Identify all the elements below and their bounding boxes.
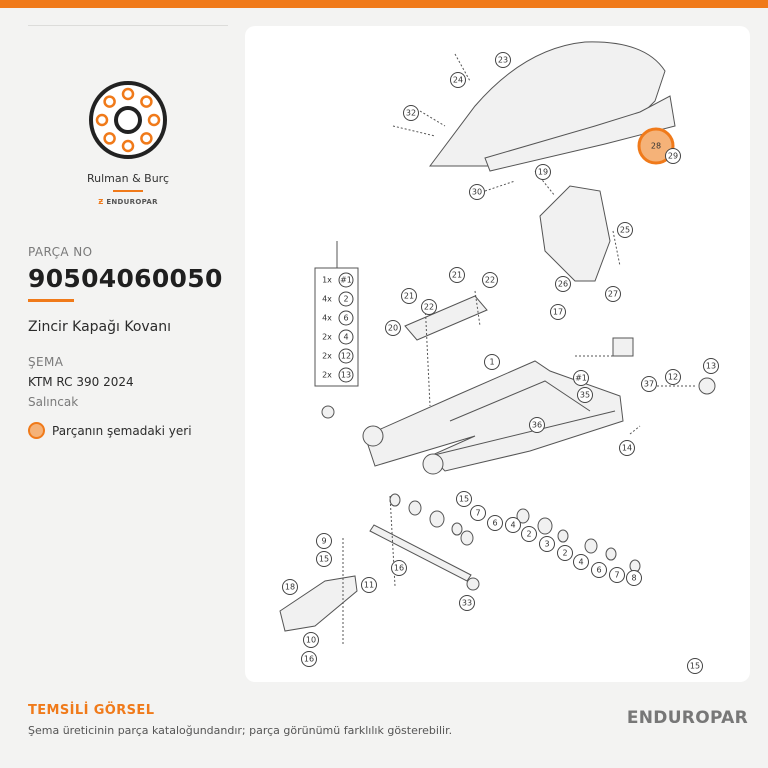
callout [688,659,703,674]
svg-text:18: 18 [284,582,296,592]
callout [610,568,625,583]
callout [317,552,332,567]
exploded-diagram [245,26,750,682]
svg-text:2x: 2x [322,351,332,361]
svg-text:4: 4 [510,520,516,530]
callout [556,277,571,292]
z-mark-icon: Ƶ [98,198,107,206]
bearing-icon [88,80,168,160]
svg-text:1: 1 [489,357,495,367]
svg-text:14: 14 [621,443,633,453]
callout [496,53,511,68]
svg-text:2: 2 [526,529,532,539]
svg-text:22: 22 [423,302,435,312]
svg-text:24: 24 [452,75,464,85]
schema-label: ŞEMA [28,355,64,369]
callout [666,149,681,164]
svg-text:25: 25 [619,225,631,235]
callout [402,289,417,304]
brand-sub: Ƶ ENDUROPAR [98,198,158,206]
footer-note: Şema üreticinin parça kataloğundandır; parça görünümü farklılık gösterebilir. [28,724,453,737]
svg-text:4x: 4x [322,294,332,304]
svg-text:32: 32 [405,108,417,118]
brand-name: Rulman & Burç [86,172,170,185]
svg-text:23: 23 [497,55,509,65]
callout [551,305,566,320]
svg-text:#1: #1 [575,373,587,383]
callout [666,370,681,385]
svg-text:16: 16 [303,654,315,664]
svg-text:7: 7 [475,508,481,518]
svg-text:13: 13 [705,361,717,371]
top-accent-bar [0,0,768,8]
chain-slider-shape [405,296,487,340]
callout [302,652,317,667]
svg-text:10: 10 [305,635,317,645]
svg-text:6: 6 [596,565,602,575]
svg-text:29: 29 [667,151,679,161]
callout [506,518,521,533]
pivot-left [363,426,383,446]
callout [283,580,298,595]
svg-text:2x: 2x [322,332,332,342]
orange-circle-marker-icon [28,422,45,439]
pivot-right [423,454,443,474]
callout [483,273,498,288]
svg-text:8: 8 [631,573,637,583]
vehicle-model: KTM RC 390 2024 [28,375,134,389]
svg-text:37: 37 [643,379,655,389]
callout [451,73,466,88]
brand-logo [28,80,228,206]
callout [460,596,475,611]
svg-text:2x: 2x [322,370,332,380]
callout [642,377,657,392]
callout [362,578,377,593]
svg-text:15: 15 [689,661,701,671]
callout [392,561,407,576]
svg-text:15: 15 [318,554,330,564]
svg-text:22: 22 [484,275,496,285]
svg-text:7: 7 [614,570,620,580]
callout [470,185,485,200]
svg-text:30: 30 [471,187,483,197]
callout [578,388,593,403]
svg-text:1x: 1x [322,275,332,285]
part-name: Zincir Kapağı Kovanı [28,319,172,335]
svg-text:28: 28 [650,141,662,151]
svg-text:6: 6 [343,313,349,323]
part-number-label: PARÇA NO [28,245,93,259]
chain-guide-shape [540,186,610,281]
svg-text:27: 27 [607,289,619,299]
callout [471,506,486,521]
schema-group: Salıncak [28,395,79,409]
callout [592,563,607,578]
svg-text:17: 17 [552,307,564,317]
svg-text:21: 21 [451,270,463,280]
svg-text:16: 16 [393,563,405,573]
sidebar-divider [28,25,228,26]
swingarm-diagram [245,26,750,682]
svg-text:19: 19 [537,167,549,177]
svg-text:15: 15 [458,494,470,504]
callout [422,300,437,315]
callout [704,359,719,374]
svg-text:2: 2 [343,294,349,304]
callout [457,492,472,507]
svg-text:3: 3 [544,539,550,549]
callout [574,371,589,386]
svg-text:4x: 4x [322,313,332,323]
location-legend [28,422,192,439]
callout [540,537,555,552]
svg-text:20: 20 [387,323,399,333]
callout [558,546,573,561]
callout [404,106,419,121]
svg-text:36: 36 [531,420,543,430]
svg-text:9: 9 [321,536,327,546]
callout [317,534,332,549]
svg-text:13: 13 [340,370,352,380]
footer-title: TEMSİLİ GÖRSEL [28,703,155,718]
svg-text:12: 12 [667,372,679,382]
svg-text:26: 26 [557,279,569,289]
svg-text:#1: #1 [340,275,352,285]
brand-underline [113,190,143,192]
callout [618,223,633,238]
callout [627,571,642,586]
callout [530,418,545,433]
part-number: 90504060050 [28,264,223,293]
svg-text:6: 6 [492,518,498,528]
part-number-underline [28,299,74,302]
callout [488,516,503,531]
svg-text:11: 11 [363,580,375,590]
svg-text:2: 2 [562,548,568,558]
callout [450,268,465,283]
callout [536,165,551,180]
svg-text:4: 4 [578,557,584,567]
svg-text:21: 21 [403,291,415,301]
callout [522,527,537,542]
callout [606,287,621,302]
callout [304,633,319,648]
callout [485,355,500,370]
svg-text:12: 12 [340,351,352,361]
legend-text: Parçanın şemadaki yeri [52,423,192,438]
svg-text:33: 33 [461,598,473,608]
callout [386,321,401,336]
footer-brand: ENDUROPAR [626,708,748,728]
svg-text:4: 4 [343,332,349,342]
callout [574,555,589,570]
svg-text:35: 35 [579,390,591,400]
callout [620,441,635,456]
